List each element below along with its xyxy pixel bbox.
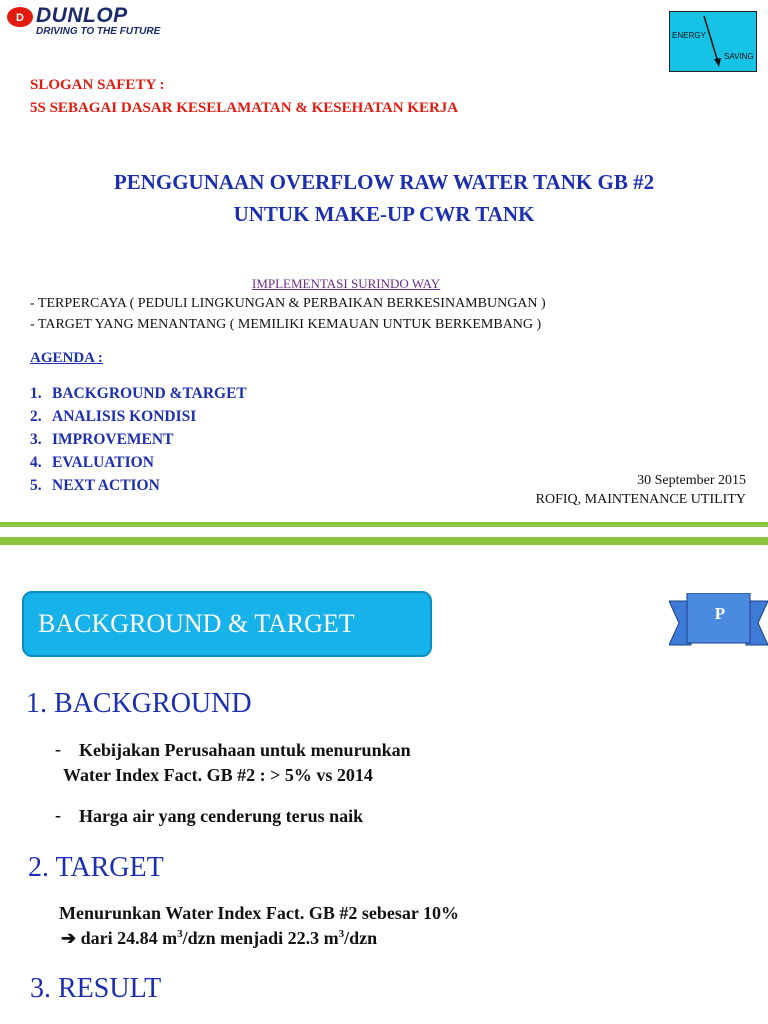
agenda-item: 5. NEXT ACTION [30, 477, 160, 494]
dunlop-logo [6, 4, 196, 40]
surindo-heading: IMPLEMENTASI SURINDO WAY [252, 276, 441, 291]
target-line-1: Menurunkan Water Index Fact. GB #2 sebesar 10% [59, 903, 460, 923]
divider-bar-top [0, 522, 768, 527]
agenda-item: 1. BACKGROUND &TARGET [30, 385, 247, 402]
ribbon-label: P [714, 604, 726, 623]
surindo-item-2: - TARGET YANG MENANTANG ( MEMILIKI KEMAUAN UNTUK BERKEMBANG ) [30, 317, 542, 332]
slogan-heading: SLOGAN SAFETY : [30, 77, 165, 93]
dunlop-d-icon [6, 6, 36, 28]
section-title-box: BACKGROUND & TARGET [22, 591, 432, 657]
bullet-1-line-1: Kebijakan Perusahaan untuk menurunkan [79, 740, 411, 760]
bullet-1-line-2: Water Index Fact. GB #2 : > 5% vs 2014 [63, 765, 373, 785]
bullet-dash: - [55, 805, 61, 825]
agenda-heading: AGENDA : [30, 350, 103, 366]
surindo-item-1: - TERPERCAYA ( PEDULI LINGKUNGAN & PERBAIKAN BERKESINAMBUNGAN ) [30, 296, 546, 311]
section-result: 3. RESULT [30, 973, 162, 1004]
bullet-2: Harga air yang cenderung terus naik [79, 806, 364, 826]
agenda-list [30, 385, 247, 500]
date-author-block [536, 473, 746, 508]
agenda-item: 2. ANALISIS KONDISI [30, 408, 197, 425]
energy-label: ENERGY [672, 31, 706, 40]
svg-text:D: D [16, 12, 24, 24]
slogan-text: 5S SEBAGAI DASAR KESELAMATAN & KESEHATAN KERJA [30, 100, 459, 116]
divider-bar-bottom [0, 537, 768, 545]
bullet-dash: - [55, 739, 61, 759]
agenda-item: 4. EVALUATION [30, 454, 154, 471]
section-target: 2. TARGET [28, 852, 164, 883]
brand-tagline: DRIVING TO THE FUTURE [36, 26, 161, 37]
section-background: 1. BACKGROUND [26, 688, 252, 719]
title-line-1: PENGGUNAAN OVERFLOW RAW WATER TANK GB #2 [113, 170, 655, 194]
target-line-2: ➔ dari 24.84 $m^3$/dzn menjadi 22.3 $m^3$/dzn [61, 928, 378, 948]
saving-label: SAVING [724, 52, 754, 61]
presentation-author: ROFIQ, MAINTENANCE UTILITY [535, 492, 746, 507]
arrow-right-icon: ➔ [61, 928, 77, 948]
energy-arrow-icon [670, 12, 756, 71]
energy-saving-badge [669, 11, 757, 72]
agenda-item: 3. IMPROVEMENT [30, 431, 174, 448]
presentation-date: 30 September 2015 [637, 473, 746, 488]
brand-name: DUNLOP [36, 4, 128, 27]
title-line-2: UNTUK MAKE-UP CWR TANK [233, 202, 535, 226]
